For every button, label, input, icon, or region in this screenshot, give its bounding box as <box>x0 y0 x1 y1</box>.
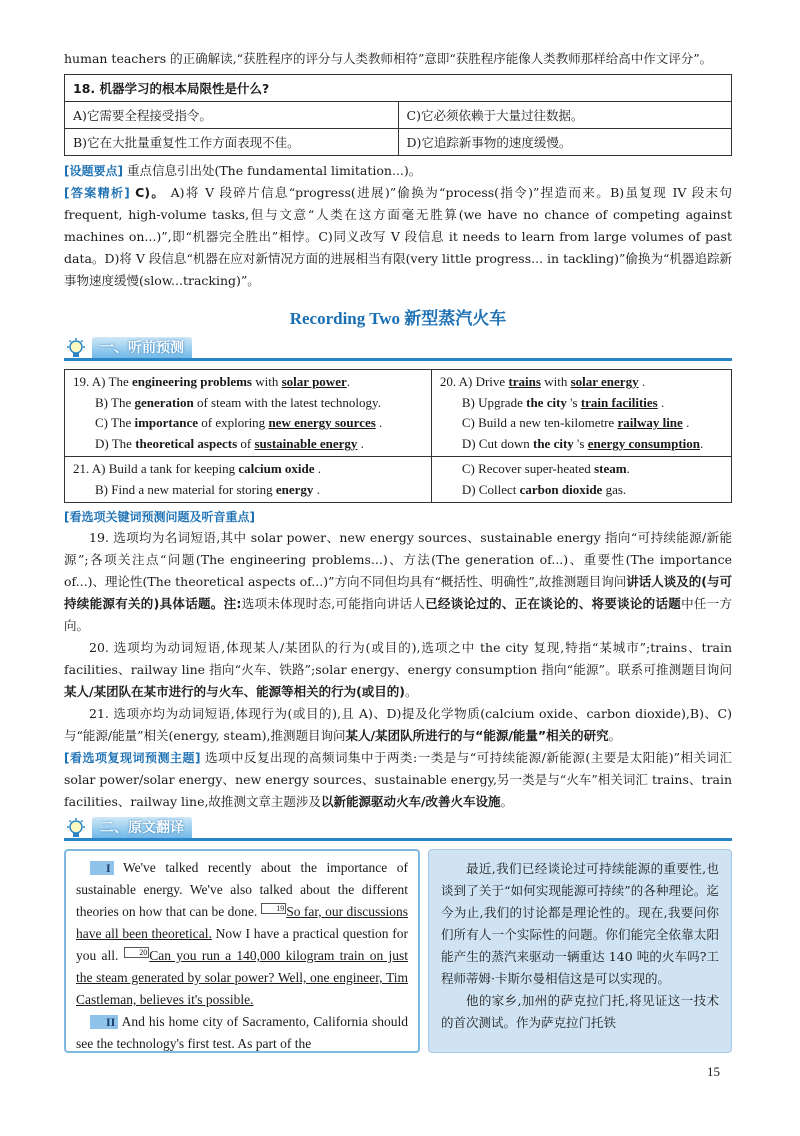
q21-options-left: 21. A) Build a tank for keeping calcium oxide . B) Find a new material for storing energy . <box>65 457 432 503</box>
key-points-tag: [设题要点] <box>64 164 123 178</box>
section-header-prediction <box>64 337 732 363</box>
analysis-q20: 20. 选项均为动词短语,体现某人/某团队的行为(或目的),选项之中 the city 复现,特指“某城市”;trains、train facilities、railway line 指向“火车、铁路”;solar energy、energy consumption 指向“能源”。联系可推测题目询问某人/某团队在某市进行的与火车、能源等相关的行为(或目的)。 <box>64 640 732 699</box>
q18-key-points <box>64 160 732 182</box>
english-transcript <box>64 849 420 1053</box>
q21-options-right: C) Recover super-heated steam. D) Collect carbon dioxide gas. <box>431 457 731 503</box>
answer-analysis-tag: [答案精析] <box>64 186 130 200</box>
transcript-paragraph-2: II And his home city of Sacramento, California should see the technology's first test. As part of the <box>76 1014 408 1051</box>
answer-letter: C)。 <box>135 185 166 200</box>
intro-paragraph: human teachers 的正确解读,“获胜程序的评分与人类教师相符”意即“获胜程序能像人类教师那样给高中作文评分”。 <box>64 51 713 66</box>
question-18-table <box>64 74 732 156</box>
key-points-text: 重点信息引出处(The fundamental limitation...)。 <box>126 163 422 178</box>
section-label: 一、听前预测 <box>92 337 192 359</box>
answer-analysis-text: A)将 V 段碎片信息“progress(进展)”偷换为“process(指令)”捏造而来。B)虽复现 IV 段末句 frequent, high-volume tasks,但与文意“人类在这方面毫无胜算(we have no chance of competing against machines on...)”,即“机器完全胜出”相悖。C)同义改写 V 段信息 it needs to learn from large volumes of past data。D)将 V 段信息“机器在应对新情况方面的进展相当有限(very little progress... in tackling)”偷换为“机器追踪新事物速度缓慢(slow...tracking)”。 <box>64 185 732 288</box>
q18-answer-analysis <box>64 182 732 292</box>
translation-paragraph-1: 最近,我们已经谈论过可持续能源的重要性,也谈到了关于“如何实现能源可持续”的各种理论。迄今为止,我们的讨论都是理论性的。现在,我要问你们所有人一个实际性的问题。你们能完全依靠太阳能产生的蒸汽来驱动一辆重达 140 吨的火车吗?工程师蒂姆·卡斯尔曼相信这是可以实现的。 <box>441 861 719 986</box>
section-label: 二、原文翻译 <box>92 817 192 839</box>
question-18-stem: 18. 机器学习的根本局限性是什么? <box>65 75 732 102</box>
q19-options: 19. A) The engineering problems with solar power. B) The generation of steam with the latest technology. C) The importance of exploring new energy sources . D) The theoretical aspects of sustainable energy . <box>65 370 432 457</box>
q18-option-b: B)它在大批量重复性工作方面表现不佳。 <box>65 129 399 156</box>
transcript-paragraph-1: I We've talked recently about the importance of sustainable energy. We've also talked about the different theories on how that can be done. 19 So far, our discussions have all been theoretical. Now I have a practical question for you all. 20 Can you run a 140,000 kilogram train on just the steam generated by solar power? Well, one engineer, Tim Castleman, believes it's possible. <box>76 860 409 1007</box>
analysis-q19: 19. 选项均为名词短语,其中 solar power、new energy sources、sustainable energy 指向“可持续能源/新能源”;各项关注点“问题(The engineering problems...)、方法(The generation of...)、重要性(The importance of...)、理论性(The theoretical aspects of...)”方向不同但均具有“概括性、明确性”,故推测题目询问讲话人谈及的(与可持续能源有关的)具体话题。注:选项未体现时态,可能指向讲话人已经谈论过的、正在谈论的、将要谈论的话题中任一方向。 <box>64 530 733 633</box>
translation-area <box>64 849 732 1059</box>
q18-option-d: D)它追踪新事物的速度缓慢。 <box>398 129 732 156</box>
chinese-translation <box>428 849 732 1053</box>
recording-title: Recording Two 新型蒸汽火车 <box>289 309 507 328</box>
page-content <box>64 48 732 1059</box>
question-marker-19: 19 <box>261 903 287 914</box>
paragraph-marker: II <box>90 1015 119 1029</box>
q18-option-a: A)它需要全程接受指令。 <box>65 102 399 129</box>
options-table <box>64 369 732 503</box>
section-header-translation <box>64 817 732 843</box>
tip1-tag: [看选项关键词预测问题及听音重点] <box>64 510 255 524</box>
q18-option-c: C)它必须依赖于大量过往数据。 <box>398 102 732 129</box>
paragraph-marker: I <box>90 861 114 875</box>
analysis-topic: [看选项复现词预测主题] 选项中反复出现的高频词集中于两类:一类是与“可持续能源/新能源(主要是太阳能)”相关词汇 solar power/solar energy、new energy sources、sustainable energy,另一类是与“火车”相关词汇 trains、train facilities、railway line,故推测文章主题涉及以新能源驱动火车/改善火车设施。 <box>64 750 732 809</box>
section-divider <box>64 838 732 841</box>
analysis-q21: 21. 选项亦均为动词短语,体现行为(或目的),且 A)、D)提及化学物质(calcium oxide、carbon dioxide),B)、C)与“能源/能量”相关(energy, steam),推测题目询问某人/某团队所进行的与“能源/能量”相关的研究。 <box>64 706 732 743</box>
q20-options: 20. A) Drive trains with solar energy . B) Upgrade the city 's train facilities . C) Build a new ten-kilometre railway line . D) Cut down the city 's energy consumption. <box>431 370 731 457</box>
page-number: 15 <box>707 1064 720 1079</box>
section-divider <box>64 358 732 361</box>
translation-paragraph-2: 他的家乡,加州的萨克拉门托,将见证这一技术的首次测试。作为萨克拉门托铁 <box>441 993 719 1030</box>
question-marker-20: 20 <box>124 947 150 958</box>
